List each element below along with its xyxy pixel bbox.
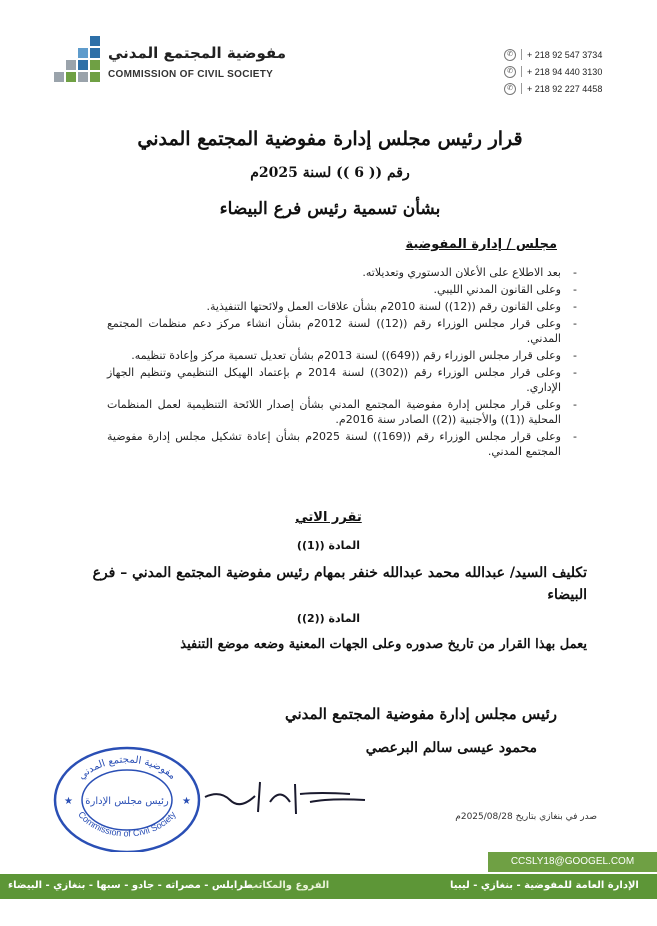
phone-number: + 218 92 547 3734 — [527, 49, 603, 60]
svg-text:★: ★ — [64, 796, 73, 807]
issue-date: صدر في بنغازي بتاريخ 2025/08/28م — [455, 812, 597, 822]
phone-icon: ✆ — [504, 49, 516, 61]
preamble-item: - وعلى القانون المدني الليبي. — [107, 282, 577, 297]
svg-text:مفوضية المجتمع المدني — [76, 754, 177, 781]
footer-email: CCSLY18@GOOGEL.COM — [488, 852, 657, 872]
preamble-item: - وعلى القانون رقم ((12)) لسنة 2010م بشأن علاقات العمل ولائحتها التنفيذية. — [107, 299, 577, 314]
section-heading: مجلس / إدارة المفوضية — [405, 237, 557, 252]
svg-text:Commission of Civil Society — [76, 809, 178, 838]
preamble-item: - وعلى قرار مجلس الوزراء رقم ((302)) لسنة 2014 م بإعتماد الهيكل التنظيمي وتنظيم الجهاز الإداري. — [107, 365, 577, 395]
official-stamp-icon — [52, 742, 202, 852]
preamble-item: - وعلى قرار مجلس الوزراء رقم ((12)) لسنة 2012م بشأن انشاء مركز دعم منظمات المجتمع المدني. — [107, 316, 577, 346]
phone-number: + 218 92 227 4458 — [527, 83, 603, 94]
handwritten-signature-icon — [200, 772, 370, 822]
article-1-title: المادة ((1)) — [296, 539, 361, 552]
decision-number: رقم (( 6 )) لسنة 2025م — [250, 165, 410, 181]
organization-logo-icon — [54, 36, 102, 84]
phone-icon: ✆ — [504, 83, 516, 95]
phone-row — [504, 46, 602, 63]
signatory-name: محمود عيسى سالم البرعصي — [365, 740, 537, 756]
phone-number: + 218 94 440 3130 — [527, 66, 603, 77]
decision-title: قرار رئيس مجلس إدارة مفوضية المجتمع المدني — [137, 128, 523, 150]
article-1-text: تكليف السيد/ عبدالله محمد عبدالله خنفر بمهام رئيس مفوضية المجتمع المدني – فرع البيضاء — [92, 565, 587, 603]
decision-subject: بشأن تسمية رئيس فرع البيضاء — [219, 199, 441, 219]
stamp-english-text: Commission of Civil Society — [76, 809, 178, 839]
stamp-arabic-text: مفوضية المجتمع المدني — [76, 754, 178, 782]
footer-address: الإدارة العامة للمفوضية - بنغازي - ليبيا — [450, 880, 639, 891]
preamble-item: - وعلى قرار مجلس إدارة مفوضية المجتمع المدني بشأن إصدار اللائحة التنظيمية لعمل المنظمات المحلية ((1)) والأجنبية ((2)) الصادر سنة 2016م. — [107, 397, 577, 427]
phone-icon: ✆ — [504, 66, 516, 78]
preamble-item: - وعلى قرار مجلس الوزراء رقم ((169)) لسنة 2025م بشأن إعادة تشكيل مجلس إدارة مفوضية المجتمع المدني. — [107, 429, 577, 459]
signatory-title: رئيس مجلس إدارة مفوضية المجتمع المدني — [284, 705, 557, 723]
phone-row — [504, 80, 602, 97]
preamble-item: - بعد الاطلاع على الأعلان الدستوري وتعديلاته. — [107, 265, 577, 280]
article-2-title: المادة ((2)) — [296, 612, 361, 625]
svg-text:★: ★ — [182, 796, 191, 807]
preamble-list — [107, 265, 577, 461]
article-2-text: يعمل بهذا القرار من تاريخ صدوره وعلى الجهات المعنية وضعه موضع التنفيذ — [180, 637, 587, 652]
org-name-arabic: مفوضية المجتمع المدني — [108, 44, 287, 62]
stamp-center-text: رئيس مجلس الإدارة — [85, 796, 169, 807]
org-name-english: COMMISSION OF CIVIL SOCIETY — [108, 69, 274, 80]
phone-row — [504, 63, 602, 80]
preamble-item: - وعلى قرار مجلس الوزراء رقم ((649)) لسنة 2013م بشأن تعديل تسمية مركز وإعادة تنظيمه. — [107, 348, 577, 363]
decision-heading: تقرر الاتي — [295, 510, 362, 525]
footer-branches-label: الفروع والمكاتب — [248, 880, 330, 891]
phone-list — [504, 46, 602, 97]
footer-branches-list: طرابلس - مصراته - جادو - سبها - بنغازي - البيضاء — [8, 880, 253, 891]
